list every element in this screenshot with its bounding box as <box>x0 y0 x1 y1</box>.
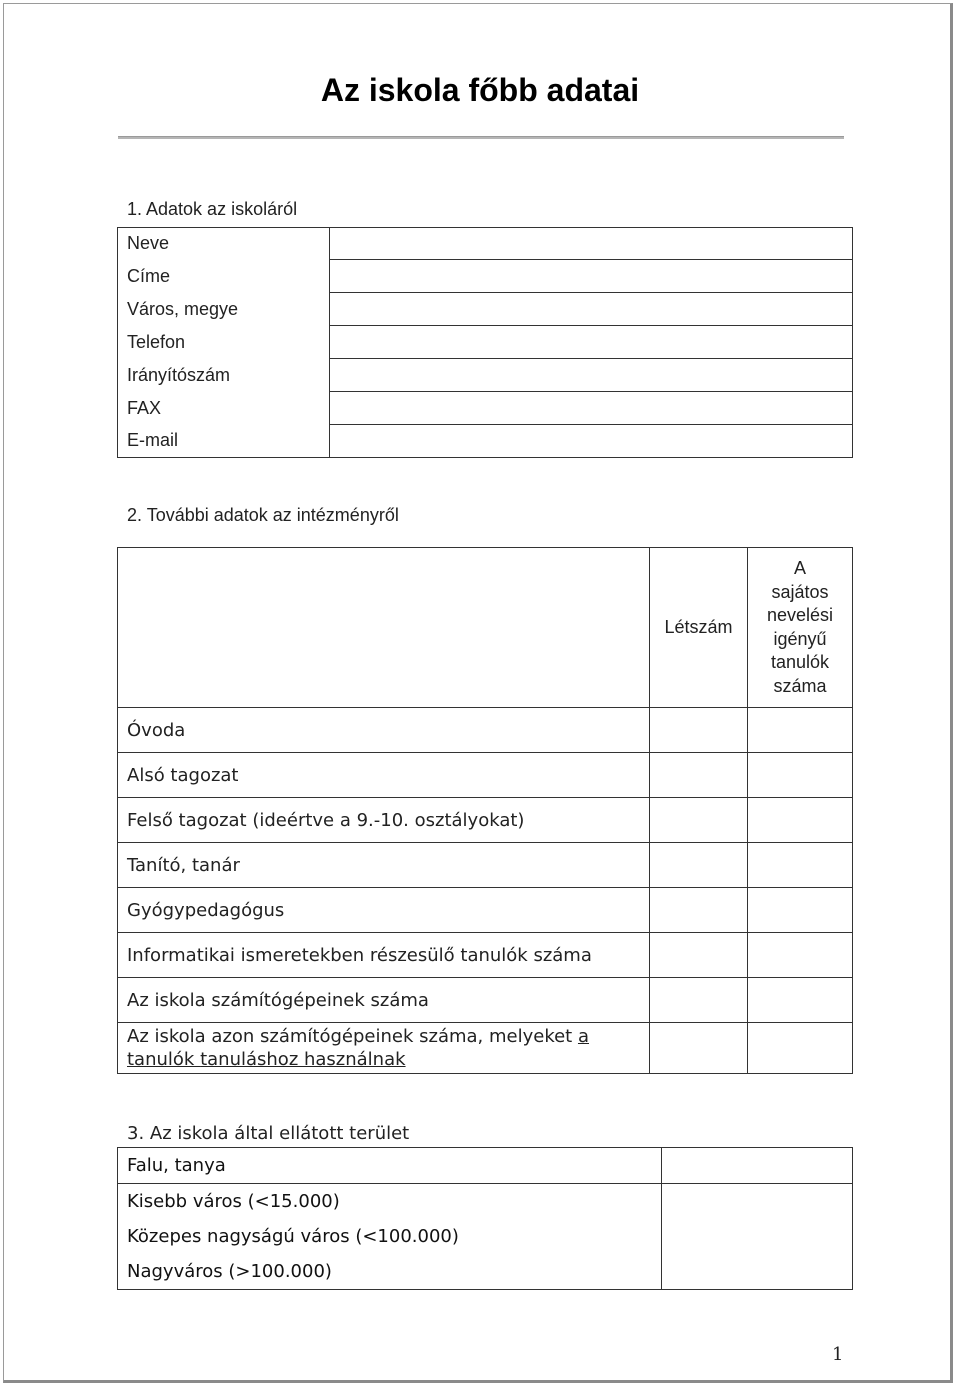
sni-cell[interactable] <box>748 888 853 933</box>
row-label-kisebb-varos: Kisebb város (<15.000) <box>118 1184 662 1220</box>
row-label-neve: Neve <box>118 228 330 260</box>
value-cell-kisebb-varos[interactable] <box>662 1184 853 1220</box>
value-cell-kozepes-varos[interactable] <box>662 1219 853 1254</box>
row-text-underlined: tanuláshoz használnak <box>200 1049 406 1070</box>
letszam-cell[interactable] <box>650 753 748 798</box>
row-text-underlined: a <box>577 1026 589 1047</box>
header-sni-line: tanulók <box>770 652 830 672</box>
row-label-ovoda: Óvoda <box>118 708 650 753</box>
sni-cell[interactable] <box>748 933 853 978</box>
row-label-fax: FAX <box>118 392 330 425</box>
header-sni-line: A <box>793 558 806 578</box>
value-cell-email[interactable] <box>330 425 853 458</box>
institution-data-table <box>117 547 853 1074</box>
header-letszam: Létszám <box>650 548 748 708</box>
row-label-tanulo-szamitogepek <box>118 1023 650 1074</box>
value-cell-neve[interactable] <box>330 228 853 260</box>
table-row <box>118 798 853 843</box>
header-empty-cell <box>118 548 650 708</box>
page-number: 1 <box>832 1344 844 1365</box>
table-row <box>118 326 853 359</box>
header-sni-line: sajátos <box>771 581 829 602</box>
section3-heading: 3. Az iskola által ellátott terület <box>127 1123 410 1144</box>
header-sni-line: száma <box>773 675 827 696</box>
table-header-row <box>118 548 853 708</box>
table-row <box>118 753 853 798</box>
table-row <box>118 359 853 392</box>
value-cell-fax[interactable] <box>330 392 853 425</box>
row-label-cime: Címe <box>118 260 330 293</box>
header-sni-line: igényű <box>773 628 827 649</box>
table-row <box>118 1148 853 1184</box>
page-title: Az iskola főbb adatai <box>320 72 640 108</box>
row-text-underlined: tanulók <box>127 1049 201 1070</box>
section1-heading: 1. Adatok az iskoláról <box>127 199 298 219</box>
table-row <box>118 228 853 260</box>
letszam-cell[interactable] <box>650 933 748 978</box>
school-data-table <box>117 227 853 458</box>
table-row <box>118 843 853 888</box>
sni-cell[interactable] <box>748 1023 853 1074</box>
table-row <box>118 1023 853 1074</box>
table-row <box>118 1219 853 1254</box>
service-area-table <box>117 1147 853 1290</box>
sni-cell[interactable] <box>748 798 853 843</box>
value-cell-telefon[interactable] <box>330 326 853 359</box>
value-cell-cime[interactable] <box>330 260 853 293</box>
row-label-also-tagozat: Alsó tagozat <box>118 753 650 798</box>
sni-cell[interactable] <box>748 753 853 798</box>
row-label-nagyvaros: Nagyváros (>100.000) <box>118 1254 662 1290</box>
table-row <box>118 708 853 753</box>
sni-cell[interactable] <box>748 978 853 1023</box>
letszam-cell[interactable] <box>650 1023 748 1074</box>
value-cell-falu[interactable] <box>662 1148 853 1184</box>
letszam-cell[interactable] <box>650 843 748 888</box>
row-label-telefon: Telefon <box>118 326 330 359</box>
sni-cell[interactable] <box>748 843 853 888</box>
row-label-informatikai: Informatikai ismeretekben részesülő tanulók száma <box>118 933 650 978</box>
table-row <box>118 1184 853 1220</box>
letszam-cell[interactable] <box>650 708 748 753</box>
header-sni-line: nevelési <box>766 605 834 625</box>
table-row <box>118 978 853 1023</box>
row-label-gyogypedagogus: Gyógypedagógus <box>118 888 650 933</box>
title-underline-rule <box>118 136 844 139</box>
letszam-cell[interactable] <box>650 888 748 933</box>
table-row <box>118 260 853 293</box>
row-label-falu: Falu, tanya <box>118 1148 662 1184</box>
table-row <box>118 933 853 978</box>
table-row <box>118 888 853 933</box>
sni-cell[interactable] <box>748 708 853 753</box>
row-text: Az iskola azon számítógépeinek száma, melyeket <box>127 1026 578 1047</box>
row-label-szamitogepek: Az iskola számítógépeinek száma <box>118 978 650 1023</box>
row-label-tanito-tanar: Tanító, tanár <box>118 843 650 888</box>
header-sni-tanulok <box>748 548 853 708</box>
letszam-cell[interactable] <box>650 798 748 843</box>
row-label-email: E-mail <box>118 425 330 458</box>
row-label-felso-tagozat: Felső tagozat (ideértve a 9.-10. osztályokat) <box>118 798 650 843</box>
letszam-cell[interactable] <box>650 978 748 1023</box>
table-row <box>118 425 853 458</box>
table-row <box>118 1254 853 1290</box>
row-label-varos: Város, megye <box>118 293 330 326</box>
table-row <box>118 293 853 326</box>
table-row <box>118 392 853 425</box>
row-label-iranyitoszam: Irányítószám <box>118 359 330 392</box>
section2-heading: 2. További adatok az intézményről <box>127 505 399 525</box>
row-label-kozepes-varos: Közepes nagyságú város (<100.000) <box>118 1219 662 1254</box>
value-cell-iranyitoszam[interactable] <box>330 359 853 392</box>
value-cell-varos[interactable] <box>330 293 853 326</box>
value-cell-nagyvaros[interactable] <box>662 1254 853 1290</box>
